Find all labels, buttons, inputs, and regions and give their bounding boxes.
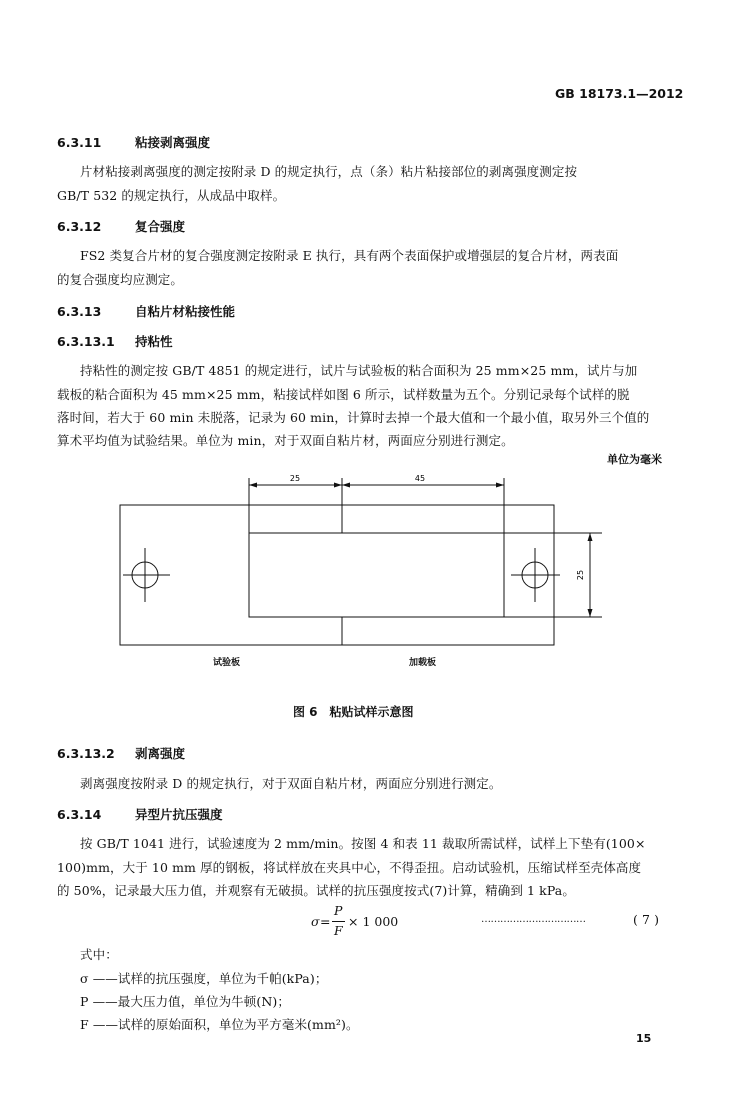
formula-denominator: F (334, 923, 343, 938)
dim-left-label: 25 (289, 474, 301, 483)
section-number: 6.3.14 (57, 807, 102, 822)
figure-caption: 图 6 粘贴试样示意图 (293, 705, 414, 719)
formula-numerator: P (334, 903, 343, 918)
paragraph-line: 落时间，若大于 60 min 未脱落，记录为 60 min，计算时去掉一个最大值和一个最小值，取另外三个值的 (57, 410, 650, 425)
paragraph-line: GB/T 532 的规定执行，从成品中取样。 (57, 188, 286, 203)
paragraph-line: 剥离强度按附录 D 的规定执行，对于双面自粘片材，两面应分别进行测定。 (80, 776, 502, 791)
section-number: 6.3.13.1 (57, 334, 115, 349)
section-number: 6.3.13.2 (57, 746, 115, 761)
where-item: F ——试样的原始面积，单位为平方毫米(mm²)。 (80, 1017, 359, 1032)
section-title: 异型片抗压强度 (135, 807, 223, 822)
formula-equals: = (320, 914, 331, 929)
paragraph-line: 的 50%，记录最大压力值，并观察有无破损。试样的抗压强度按式(7)计算，精确到 1 kPa。 (57, 883, 575, 898)
section-6-3-13-2-heading (57, 744, 185, 762)
specimen-rect (249, 533, 504, 617)
formula-number: ( 7 ) (633, 912, 660, 927)
fraction-bar (332, 921, 345, 922)
formula-lhs: σ (311, 914, 320, 929)
dim-right-label: 45 (414, 474, 426, 483)
section-title: 剥离强度 (135, 746, 186, 761)
section-number: 6.3.12 (57, 219, 102, 234)
dim-vertical-label: 25 (576, 569, 585, 581)
unit-note: 单位为毫米 (607, 453, 662, 466)
where-item: P ——最大压力值，单位为牛顿(N)； (80, 994, 290, 1009)
where-item: σ ——试样的抗压强度，单位为千帕(kPa)； (80, 971, 328, 986)
standard-number: GB 18173.1—2012 (555, 86, 684, 101)
paragraph-line: 载板的粘合面积为 45 mm×25 mm，粘接试样如图 6 所示，试样数量为五个。分别记录每个试样的脱 (57, 387, 630, 402)
section-6-3-14-heading (57, 805, 223, 823)
section-title: 粘接剥离强度 (135, 135, 211, 150)
section-number: 6.3.11 (57, 135, 102, 150)
paragraph-line: 算术平均值为试验结果。单位为 min，对于双面自粘片材，两面应分别进行测定。 (57, 433, 514, 448)
formula-leader: …………………………… (481, 914, 586, 925)
paragraph-line: 片材粘接剥离强度的测定按附录 D 的规定执行，点（条）粘片粘接部位的剥离强度测定按 (80, 164, 578, 179)
section-title: 自粘片材粘接性能 (135, 304, 236, 319)
paragraph-line: FS2 类复合片材的复合强度测定按附录 E 执行，具有两个表面保护或增强层的复合片材，两表面 (80, 248, 619, 263)
paragraph-line: 持粘性的测定按 GB/T 4851 的规定进行，试片与试验板的粘合面积为 25 mm×25 mm，试片与加 (80, 363, 638, 378)
formula-7 (311, 905, 431, 937)
where-title: 式中： (80, 947, 118, 962)
test-plate-outline (120, 505, 554, 645)
section-title: 复合强度 (135, 219, 186, 234)
formula-multiplier: × 1 000 (348, 914, 399, 929)
section-title: 持粘性 (135, 334, 173, 349)
paragraph-line: 100)mm，大于 10 mm 厚的钢板，将试样放在夹具中心，不得歪扭。启动试验机，压缩试样至壳体高度 (57, 860, 642, 875)
section-number: 6.3.13 (57, 304, 102, 319)
paragraph-line: 的复合强度均应测定。 (57, 272, 184, 287)
label-test-plate: 试验板 (213, 658, 241, 668)
label-load-plate: 加载板 (409, 658, 437, 668)
paragraph-line: 按 GB/T 1041 进行，试验速度为 2 mm/min。按图 4 和表 11 裁取所需试样，试样上下垫有(100× (80, 836, 646, 851)
page-number: 15 (636, 1032, 652, 1045)
